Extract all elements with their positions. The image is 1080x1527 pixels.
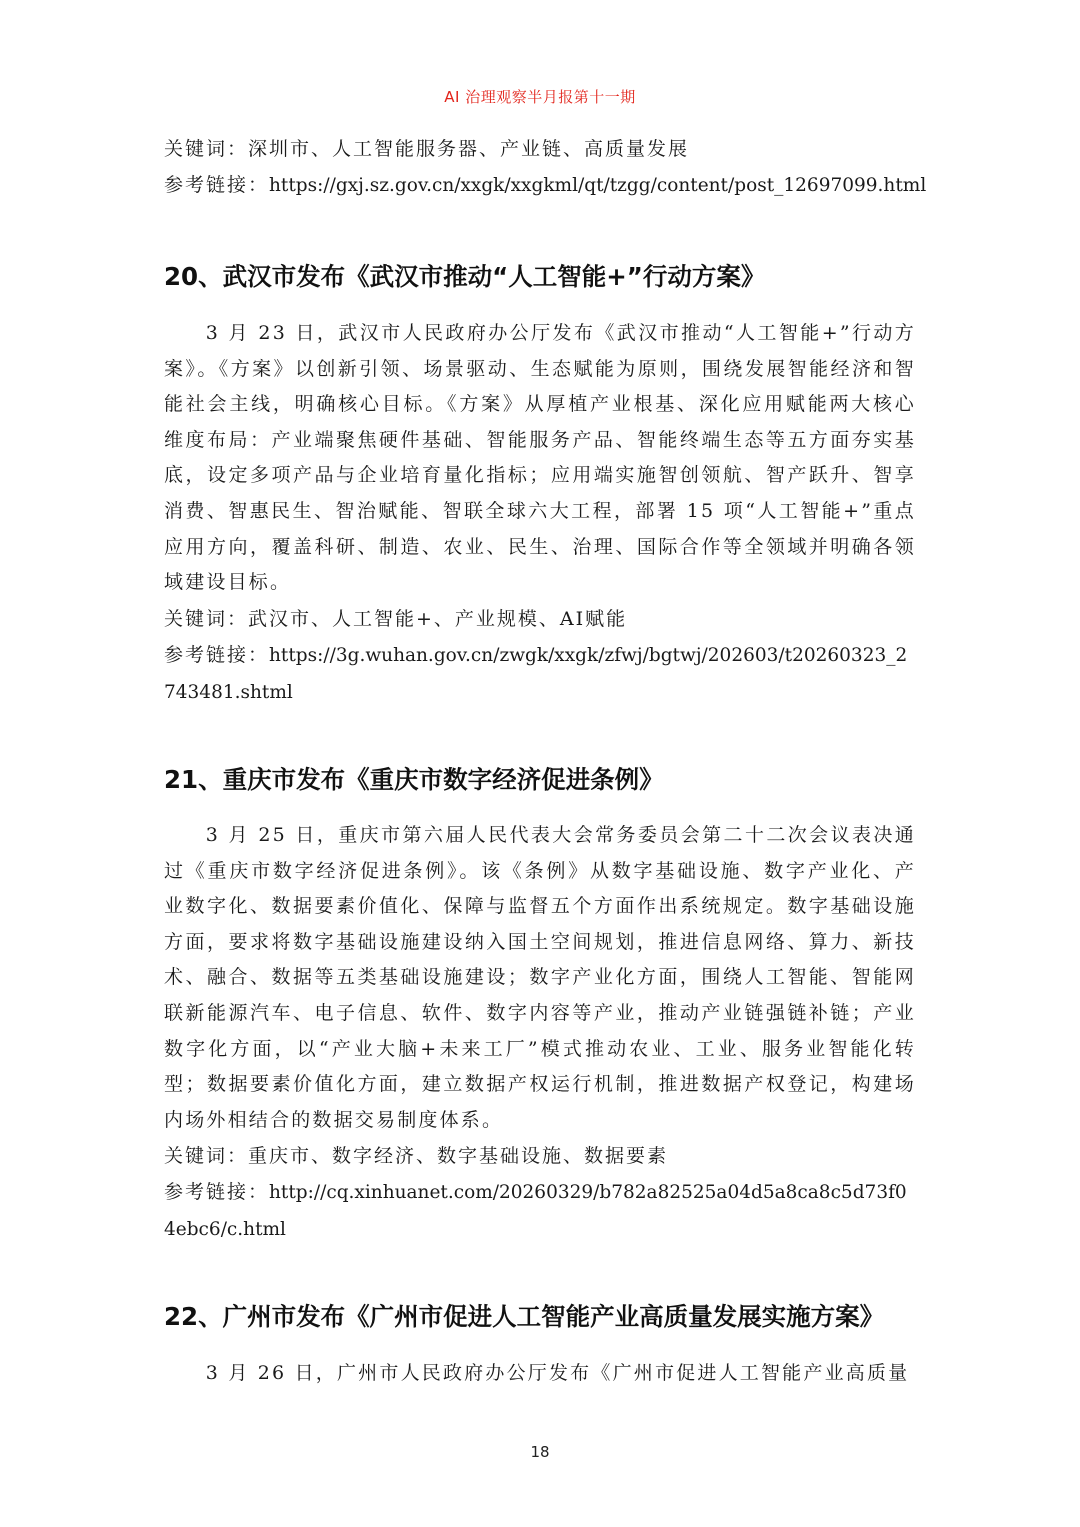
keywords-text: 武汉市、人工智能+、产业规模、AI赋能 (248, 607, 628, 630)
reference-link-label: 参考链接： (164, 174, 270, 196)
previous-item-meta (164, 131, 927, 204)
section-heading: 22、广州市发布《广州市促进人工智能产业高质量发展实施方案》 (164, 1302, 885, 1331)
page-number: 18 (530, 1443, 550, 1461)
section-22 (164, 1297, 916, 1337)
reference-link-label: 参考链接： (164, 643, 270, 666)
page-header-title: AI 治理观察半月报第十一期 (444, 88, 636, 106)
reference-link-label: 参考链接： (164, 1181, 270, 1204)
reference-link[interactable]: http://cq.xinhuanet.com/20260329/b782a82525a04d5a8ca8c5d73f04ebc6/c.html (164, 1182, 907, 1241)
reference-link[interactable]: https://3g.wuhan.gov.cn/zwgk/xxgk/zfwj/bgtwj/202603/t20260323_2743481.shtml (164, 644, 908, 703)
keywords-line (164, 131, 916, 167)
reference-link-line (164, 167, 927, 204)
section-21-body (164, 818, 916, 1248)
section-paragraph: 3 月 23 日，武汉市人民政府办公厅发布《武汉市推动“人工智能+”行动方案》。《方案》以创新引领、场景驱动、生态赋能为原则，围绕发展智能经济和智能社会主线，明确核心目标。《方案》从厚植产业根基、深化应用赋能两大核心维度布局：产业端聚焦硬件基础、智能服务产品、智能终端生态等五方面夯实基底，设定多项产品与企业培育量化指标；应用端实施智创领航、智产跃升、智享消费、智惠民生、智治赋能、智联全球六大工程，部署 15 项“人工智能+”重点应用方向，覆盖科研、制造、农业、民生、治理、国际合作等全领域并明确各领域建设目标。 (164, 322, 916, 594)
keywords-label: 关键词： (164, 607, 249, 630)
keywords-text: 深圳市、人工智能服务器、产业链、高质量发展 (248, 138, 690, 160)
reference-link[interactable]: https://gxj.sz.gov.cn/xxgk/xxgkml/qt/tzgg/content/post_12697099.html (269, 175, 927, 196)
keywords-label: 关键词： (164, 1145, 249, 1168)
section-heading: 21、重庆市发布《重庆市数字经济促进条例》 (164, 765, 664, 794)
section-21 (164, 760, 916, 800)
keywords-label: 关键词： (164, 138, 249, 160)
section-20-body (164, 316, 916, 711)
keywords-text: 重庆市、数字经济、数字基础设施、数据要素 (248, 1145, 669, 1168)
section-22-body (164, 1356, 916, 1392)
keywords-line (164, 1138, 916, 1174)
keywords-line (164, 601, 916, 637)
section-paragraph: 3 月 25 日，重庆市第六届人民代表大会常务委员会第二十二次会议表决通过《重庆市数字经济促进条例》。该《条例》从数字基础设施、数字产业化、产业数字化、数据要素价值化、保障与监督五个方面作出系统规定。数字基础设施方面，要求将数字基础设施建设纳入国土空间规划，推进信息网络、算力、新技术、融合、数据等五类基础设施建设；数字产业化方面，围绕人工智能、智能网联新能源汽车、电子信息、软件、数字内容等产业，推动产业链强链补链；产业数字化方面，以“产业大脑+未来工厂”模式推动农业、工业、服务业智能化转型；数据要素价值化方面，建立数据产权运行机制，推进数据产权登记，构建场内场外相结合的数据交易制度体系。 (164, 824, 916, 1131)
section-heading: 20、武汉市发布《武汉市推动“人工智能+”行动方案》 (164, 262, 766, 291)
reference-link-line (164, 1174, 916, 1248)
section-paragraph: 3 月 26 日，广州市人民政府办公厅发布《广州市促进人工智能产业高质量 (205, 1362, 910, 1384)
reference-link-line (164, 637, 916, 711)
section-20 (164, 257, 916, 297)
